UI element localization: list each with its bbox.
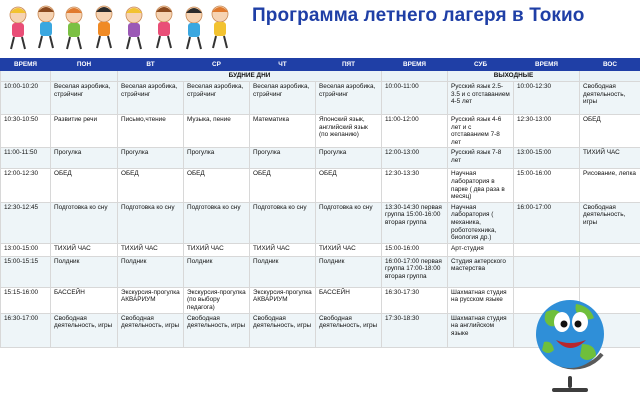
table-row — [1, 115, 640, 148]
cell-time: 11:00-11:50 — [1, 148, 51, 169]
col-header-fri: ПЯТ — [316, 59, 382, 71]
cell-fri: Веселая аэробика, стрэйчинг — [316, 82, 382, 115]
cell-mon: ТИХИЙ ЧАС — [51, 243, 118, 256]
page-title: Программа летнего лагеря в Токио — [252, 5, 585, 26]
section-row — [1, 71, 640, 82]
cell-time: 15:15-16:00 — [1, 287, 51, 313]
cell-tue: Свободная деятельность, игры — [118, 313, 184, 347]
cell-sat: Русский язык 2.5-3.5 и с отставанием 4-5 лет — [448, 82, 514, 115]
section-spacer — [1, 71, 51, 82]
cell-time-sat: 16:30-17:30 — [382, 287, 448, 313]
col-header-wed: СР — [184, 59, 250, 71]
cell-thu: Математика — [250, 115, 316, 148]
header — [0, 0, 640, 58]
cell-sat: Русский язык 7-8 лет — [448, 148, 514, 169]
cell-time-sat: 11:00-12:00 — [382, 115, 448, 148]
kid-6 — [156, 6, 172, 48]
col-header-tue: ВТ — [118, 59, 184, 71]
cell-time: 10:00-10:20 — [1, 82, 51, 115]
col-header-sun: ВОС — [580, 59, 640, 71]
cell-time-sat: 10:00-11:00 — [382, 82, 448, 115]
cell-fri: Свободная деятельность, игры — [316, 313, 382, 347]
cell-mon: Прогулка — [51, 148, 118, 169]
children-illustration — [2, 2, 232, 52]
cell-time-sun — [514, 243, 580, 256]
cell-time-sun: 13:00-15:00 — [514, 148, 580, 169]
cell-time-sat: 16:00-17:00 первая группа 17:00-18:00 вторая группа — [382, 256, 448, 287]
cell-fri: Полдник — [316, 256, 382, 287]
cell-tue: Прогулка — [118, 148, 184, 169]
section-spacer — [51, 71, 118, 82]
cell-sun: ТИХИЙ ЧАС — [580, 148, 640, 169]
kid-3 — [66, 7, 82, 49]
section-weekend: ВЫХОДНЫЕ — [448, 71, 580, 82]
cell-thu: Веселая аэробика, стрэйчинг — [250, 82, 316, 115]
col-header-time: ВРЕМЯ — [1, 59, 51, 71]
cell-sat: Научная лаборатория ( механика, робототехника, биология др.) — [448, 202, 514, 243]
col-header-mon: ПОН — [51, 59, 118, 71]
cell-thu: Подготовка ко сну — [250, 202, 316, 243]
cell-time-sat: 17:30-18:30 — [382, 313, 448, 347]
cell-sun — [580, 243, 640, 256]
cell-wed: Подготовка ко сну — [184, 202, 250, 243]
kid-8 — [212, 6, 228, 48]
cell-time: 10:30-10:50 — [1, 115, 51, 148]
cell-sat: Студия актерского мастерства — [448, 256, 514, 287]
cell-tue: Полдник — [118, 256, 184, 287]
cell-mon: Полдник — [51, 256, 118, 287]
col-header-thu: ЧТ — [250, 59, 316, 71]
cell-sat: Шахматная студия на английском языке — [448, 313, 514, 347]
cell-time-sun: 10:00-12:30 — [514, 82, 580, 115]
col-header-time-sat: ВРЕМЯ — [382, 59, 448, 71]
section-spacer — [382, 71, 448, 82]
section-weekdays: БУДНИЕ ДНИ — [118, 71, 382, 82]
cell-time-sun: 15:00-16:00 — [514, 169, 580, 202]
kid-1 — [10, 7, 26, 49]
cell-sat: Русский язык 4-6 лет и с отставанием 7-8 лет — [448, 115, 514, 148]
header-row — [1, 59, 640, 71]
cell-thu: Прогулка — [250, 148, 316, 169]
cell-time: 12:00-12:30 — [1, 169, 51, 202]
cell-wed: Веселая аэробика, стрэйчинг — [184, 82, 250, 115]
cell-fri: Японский язык, английский язык (по желанию) — [316, 115, 382, 148]
cell-thu: ТИХИЙ ЧАС — [250, 243, 316, 256]
cell-tue: Экскурсия-прогулка АКВАРИУМ — [118, 287, 184, 313]
section-spacer — [580, 71, 640, 82]
cell-mon: БАССЕЙН — [51, 287, 118, 313]
kid-2 — [38, 6, 54, 48]
cell-tue: Письмо,чтение — [118, 115, 184, 148]
table-row — [1, 169, 640, 202]
cell-sat: Арт-студия — [448, 243, 514, 256]
cell-mon: ОБЕД — [51, 169, 118, 202]
cell-time: 15:00-15:15 — [1, 256, 51, 287]
cell-fri: Прогулка — [316, 148, 382, 169]
kid-4 — [96, 6, 112, 48]
cell-time-sat: 12:00-13:00 — [382, 148, 448, 169]
cell-time: 16:30-17:00 — [1, 313, 51, 347]
cell-mon: Развитие речи — [51, 115, 118, 148]
cell-wed: ТИХИЙ ЧАС — [184, 243, 250, 256]
cell-fri: Подготовка ко сну — [316, 202, 382, 243]
cell-sat: Научная лаборатория в парке ( два раза в месяц) — [448, 169, 514, 202]
cell-wed: Экскурсия-прогулка (по выбору педагога) — [184, 287, 250, 313]
cell-sun: Рисование, лепка — [580, 169, 640, 202]
cell-sun: Свободная деятельность, игры — [580, 82, 640, 115]
cell-fri: БАССЕЙН — [316, 287, 382, 313]
cell-wed: Полдник — [184, 256, 250, 287]
col-header-time-sun: ВРЕМЯ — [514, 59, 580, 71]
kid-5 — [126, 7, 142, 49]
table-row — [1, 148, 640, 169]
table-row — [1, 202, 640, 243]
cell-mon: Подготовка ко сну — [51, 202, 118, 243]
cell-tue: ТИХИЙ ЧАС — [118, 243, 184, 256]
table-row — [1, 243, 640, 256]
cell-time: 13:00-15:00 — [1, 243, 51, 256]
cell-thu: Свободная деятельность, игры — [250, 313, 316, 347]
cell-wed: Прогулка — [184, 148, 250, 169]
cell-sun: ОБЕД — [580, 115, 640, 148]
cell-tue: ОБЕД — [118, 169, 184, 202]
cell-time-sat: 12:30-13:30 — [382, 169, 448, 202]
cell-wed: Музыка, пение — [184, 115, 250, 148]
cell-mon: Свободная деятельность, игры — [51, 313, 118, 347]
cell-thu: ОБЕД — [250, 169, 316, 202]
cell-time-sat: 13:30-14:30 первая группа 15:00-16:00 вторая группа — [382, 202, 448, 243]
cell-sat: Шахматная студия на русском языке — [448, 287, 514, 313]
cell-time: 12:30-12:45 — [1, 202, 51, 243]
cell-tue: Веселая аэробика, стрэйчинг — [118, 82, 184, 115]
cell-tue: Подготовка ко сну — [118, 202, 184, 243]
kid-7 — [186, 7, 202, 49]
col-header-sat: СУБ — [448, 59, 514, 71]
cell-sun: Свободная деятельность, игры — [580, 202, 640, 243]
cell-thu: Полдник — [250, 256, 316, 287]
cell-thu: Экскурсия-прогулка АКВАРИУМ — [250, 287, 316, 313]
cell-mon: Веселая аэробика, стрэйчинг — [51, 82, 118, 115]
cell-time-sun: 16:00-17:00 — [514, 202, 580, 243]
table-row — [1, 82, 640, 115]
cell-wed: ОБЕД — [184, 169, 250, 202]
cell-time-sun: 12:30-13:00 — [514, 115, 580, 148]
cell-time-sat: 15:00-16:00 — [382, 243, 448, 256]
cell-wed: Свободная деятельность, игры — [184, 313, 250, 347]
cell-fri: ТИХИЙ ЧАС — [316, 243, 382, 256]
cell-fri: ОБЕД — [316, 169, 382, 202]
globe-mascot-illustration — [524, 282, 616, 394]
